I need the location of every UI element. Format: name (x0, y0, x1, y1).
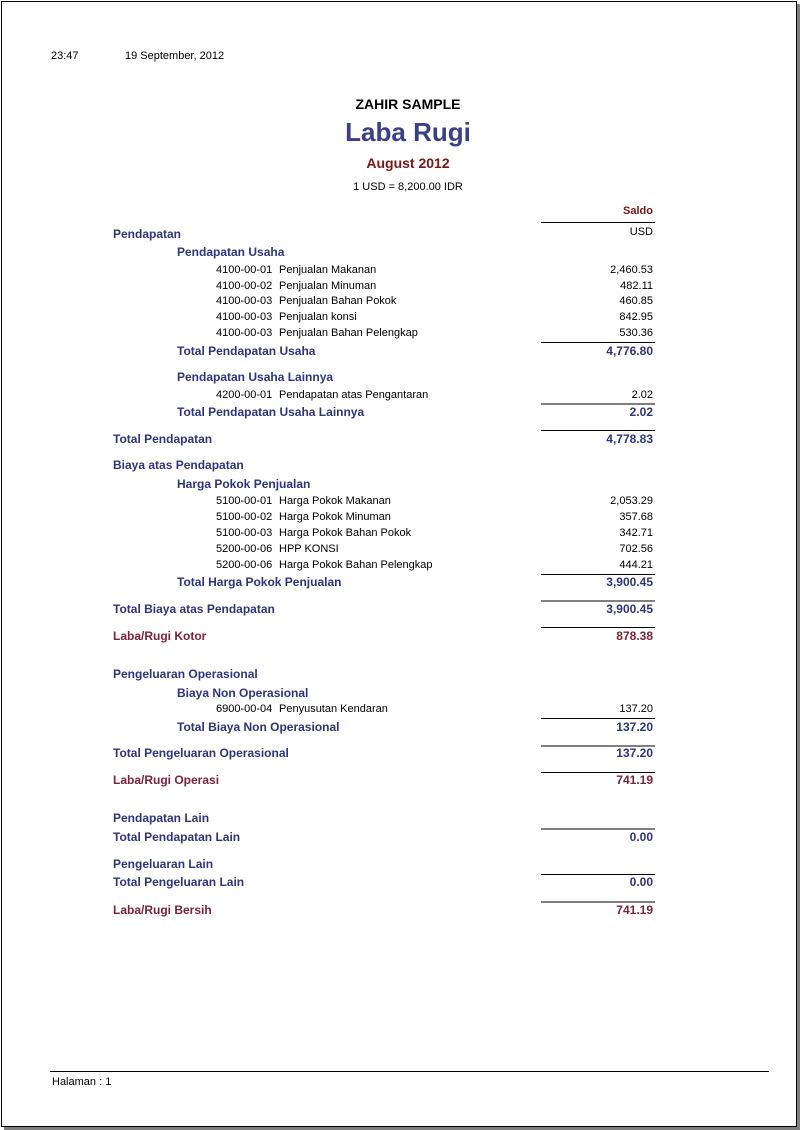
account-code: 5100-00-03 (216, 527, 273, 539)
account-code: 4100-00-03 (216, 327, 273, 339)
account-name: Harga Pokok Bahan Pokok (279, 527, 412, 539)
company-name: ZAHIR SAMPLE (355, 96, 461, 112)
report-page (1, 1, 797, 1127)
account-code: 4100-00-02 (216, 280, 273, 292)
account-name: Penyusutan Kendaran (279, 703, 388, 715)
footer-divider (50, 1071, 769, 1072)
account-row (216, 559, 433, 571)
total-pendapatan-usaha-lainnya-label: Total Pendapatan Usaha Lainnya (177, 405, 365, 419)
total-pendapatan-usaha-label: Total Pendapatan Usaha (177, 344, 316, 358)
page-number: Halaman : 1 (52, 1076, 112, 1088)
total-pendapatan-label: Total Pendapatan (113, 432, 213, 446)
account-amount: 530.36 (619, 327, 653, 339)
exchange-rate: 1 USD = 8,200.00 IDR (353, 181, 463, 193)
currency-label: USD (629, 226, 653, 238)
section-biaya-atas-pendapatan: Biaya atas Pendapatan (113, 458, 244, 472)
account-code: 5200-00-06 (216, 543, 273, 555)
total-harga-pokok-penjualan-value: 3,900.45 (606, 575, 653, 589)
account-code: 5100-00-01 (216, 495, 273, 507)
account-amount: 137.20 (619, 703, 653, 715)
laba-rugi-kotor-label: Laba/Rugi Kotor (113, 629, 207, 643)
account-code: 4100-00-03 (216, 311, 273, 323)
total-biaya-label: Total Biaya atas Pendapatan (113, 602, 275, 616)
print-time: 23:47 (51, 50, 79, 62)
account-row (216, 280, 376, 292)
account-name: Harga Pokok Makanan (279, 495, 391, 507)
account-name: HPP KONSI (279, 543, 339, 555)
total-pendapatan-lain-label: Total Pendapatan Lain (113, 830, 241, 844)
total-harga-pokok-penjualan-label: Total Harga Pokok Penjualan (177, 575, 342, 589)
subtotal-divider (541, 342, 655, 343)
account-amount: 460.85 (619, 295, 653, 307)
account-row (216, 389, 428, 401)
account-name: Penjualan Bahan Pelengkap (279, 327, 418, 339)
total-pendapatan-usaha-value: 4,776.80 (606, 344, 653, 358)
account-name: Penjualan Minuman (279, 280, 377, 292)
total-pendapatan-lain-value: 0.00 (629, 830, 653, 844)
report-period: August 2012 (366, 155, 450, 171)
laba-rugi-bersih-label: Laba/Rugi Bersih (113, 903, 212, 917)
account-name: Harga Pokok Minuman (279, 511, 391, 523)
group-pendapatan-usaha: Pendapatan Usaha (177, 245, 285, 259)
account-code: 4200-00-01 (216, 389, 273, 401)
account-row (216, 327, 418, 339)
account-row (216, 703, 388, 715)
subtotal-divider (541, 718, 655, 719)
account-row (216, 543, 339, 555)
account-code: 4100-00-03 (216, 295, 273, 307)
account-name: Penjualan Makanan (279, 264, 377, 276)
group-harga-pokok-penjualan: Harga Pokok Penjualan (177, 477, 311, 491)
column-header-saldo: Saldo (623, 205, 653, 217)
total-pengeluaran-lain-value: 0.00 (629, 875, 653, 889)
account-amount: 842.95 (619, 311, 653, 323)
account-code: 4100-00-01 (216, 264, 273, 276)
section-pendapatan-lain: Pendapatan Lain (113, 811, 210, 825)
total-pendapatan-value: 4,778.83 (606, 432, 653, 446)
group-pendapatan-usaha-lainnya: Pendapatan Usaha Lainnya (177, 370, 334, 384)
account-row (216, 495, 391, 507)
total-biaya-value: 3,900.45 (606, 602, 653, 616)
account-row (216, 295, 396, 307)
total-biaya-non-operasional-value: 137.20 (616, 720, 653, 734)
section-pengeluaran-lain: Pengeluaran Lain (113, 857, 214, 871)
total-biaya-non-operasional-label: Total Biaya Non Operasional (177, 720, 340, 734)
total-pengeluaran-operasional-value: 137.20 (616, 746, 653, 760)
account-name: Penjualan konsi (279, 311, 357, 323)
report-title: Laba Rugi (345, 117, 471, 147)
account-amount: 2,460.53 (610, 264, 653, 276)
account-code: 5100-00-02 (216, 511, 273, 523)
account-amount: 444.21 (619, 559, 653, 571)
account-amount: 482.11 (620, 280, 653, 292)
group-biaya-non-operasional: Biaya Non Operasional (177, 686, 309, 700)
account-name: Penjualan Bahan Pokok (279, 295, 397, 307)
account-amount: 2,053.29 (610, 495, 653, 507)
total-pengeluaran-lain-label: Total Pengeluaran Lain (113, 875, 245, 889)
print-date: 19 September, 2012 (125, 50, 225, 62)
total-divider (541, 627, 655, 628)
laba-rugi-bersih-value: 741.19 (616, 903, 653, 917)
laba-rugi-operasi-value: 741.19 (616, 773, 653, 787)
header-divider (541, 222, 655, 223)
account-amount: 357.68 (619, 511, 653, 523)
account-row (216, 527, 411, 539)
section-pendapatan: Pendapatan (113, 227, 182, 241)
account-code: 5200-00-06 (216, 559, 273, 571)
total-pendapatan-usaha-lainnya-value: 2.02 (629, 405, 653, 419)
account-row (216, 311, 357, 323)
account-row (216, 511, 391, 523)
laba-rugi-operasi-label: Laba/Rugi Operasi (113, 773, 220, 787)
section-pengeluaran-operasional: Pengeluaran Operasional (113, 667, 258, 681)
laba-rugi-kotor-value: 878.38 (616, 629, 653, 643)
total-divider (541, 430, 655, 431)
account-row (216, 264, 376, 276)
total-pengeluaran-operasional-label: Total Pengeluaran Operasional (113, 746, 289, 760)
account-amount: 702.56 (619, 543, 653, 555)
account-name: Pendapatan atas Pengantaran (279, 389, 429, 401)
account-amount: 2.02 (631, 389, 653, 401)
account-name: Harga Pokok Bahan Pelengkap (279, 559, 433, 571)
account-amount: 342.71 (619, 527, 653, 539)
account-code: 6900-00-04 (216, 703, 273, 715)
